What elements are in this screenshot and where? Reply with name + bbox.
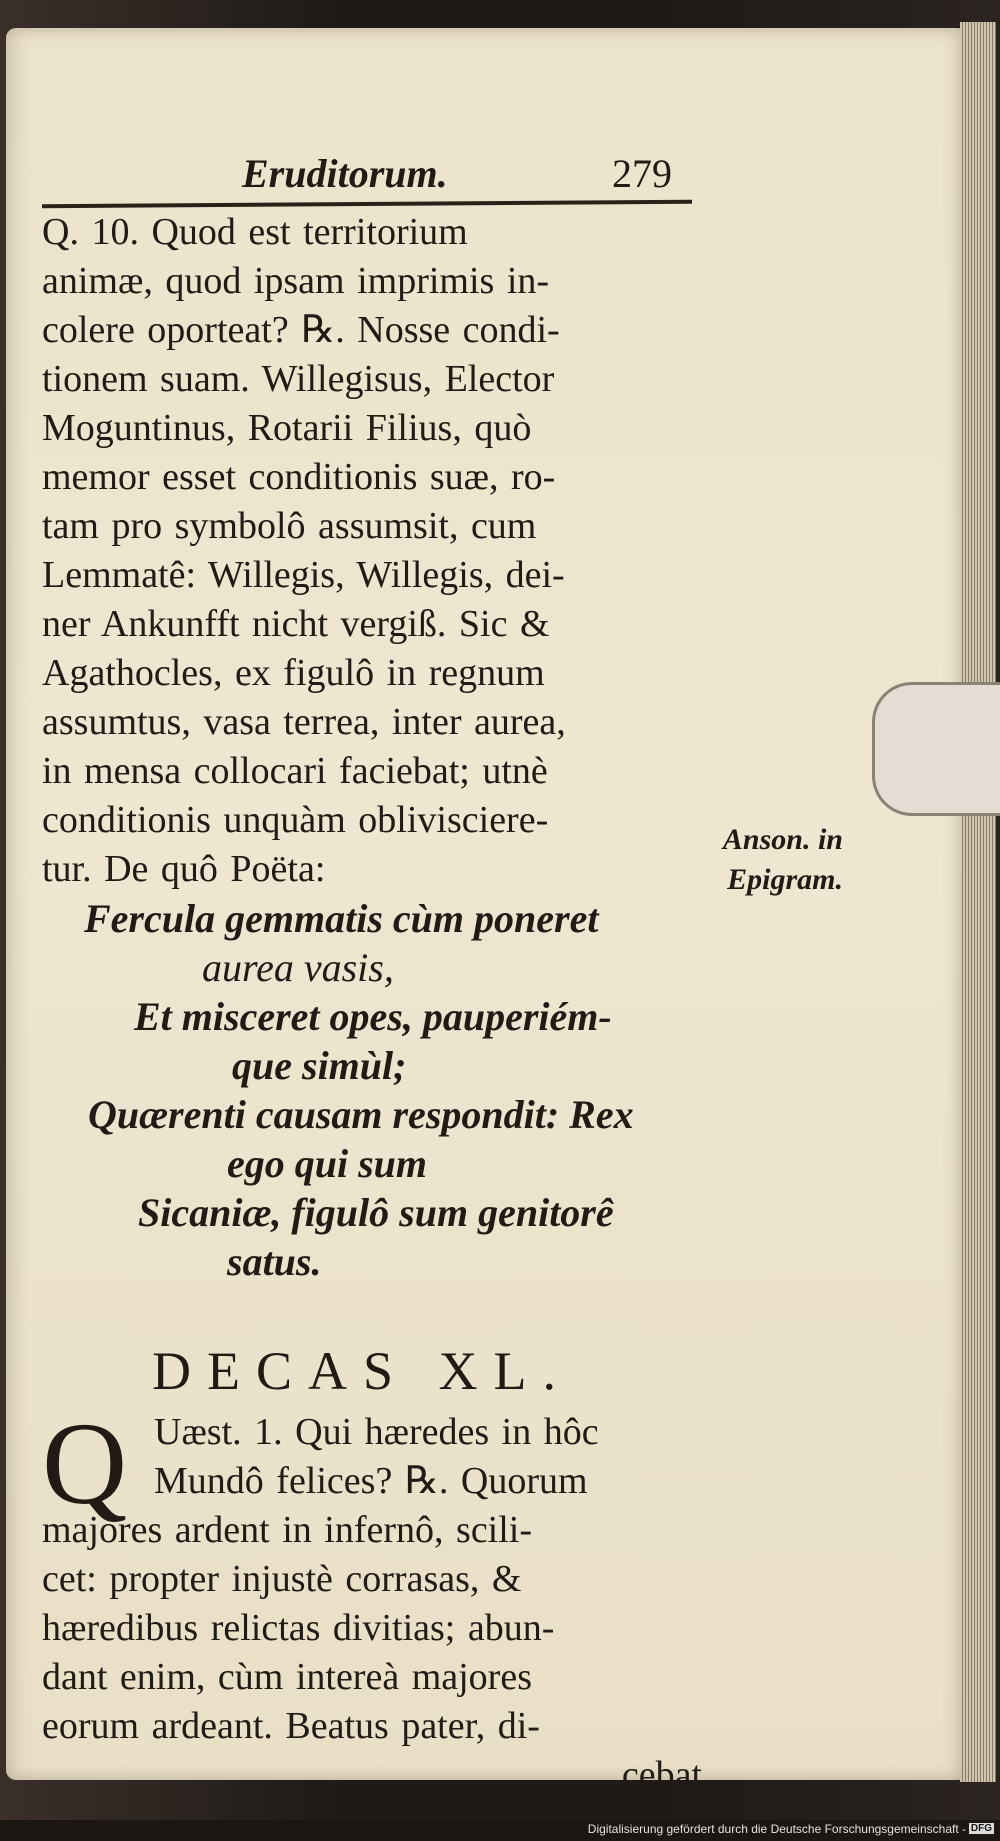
text-line: hæredibus relictas divitias; abun-: [42, 1607, 555, 1649]
text-line: dant enim, cùm intereà majores: [42, 1656, 532, 1698]
header-rule: [42, 200, 692, 209]
text-line: conditionis unquàm oblivisciere-: [42, 799, 549, 841]
catchword: cebat: [621, 1754, 702, 1796]
section-heading: DECAS XL.: [152, 1341, 573, 1401]
credit-text: Digitalisierung gefördert durch die Deutsche Forschungsgemeinschaft -: [587, 1822, 966, 1836]
text-line: Q. 10. Quod est territorium: [42, 211, 468, 253]
text-line: assumtus, vasa terrea, inter aurea,: [42, 701, 566, 743]
marginal-note: [693, 820, 843, 900]
text-line: cet: propter injustè corrasas, &: [42, 1558, 522, 1600]
text-line: Mundô felices? ℞. Quorum: [154, 1460, 588, 1502]
verse-line: Quærenti causam respondit: Rex: [88, 1092, 634, 1137]
marginal-note-line: Epigram.: [727, 863, 843, 896]
text-line: Agathocles, ex figulô in regnum: [42, 652, 545, 694]
marginal-note-line: Anson. in: [722, 823, 843, 856]
text-line: majores ardent in infernô, scili-: [42, 1509, 533, 1551]
verse-line: Sicaniæ, figulô sum genitorê: [138, 1190, 614, 1235]
page-tab-marker: [872, 682, 1000, 816]
page-number: 279: [612, 151, 672, 196]
running-head: Eruditorum.: [242, 151, 448, 196]
text-line: in mensa collocari faciebat; utnè: [42, 750, 548, 792]
section-paragraph: [42, 1398, 702, 1800]
verse-line: aurea vasis,: [202, 945, 394, 990]
page-header: [42, 150, 702, 208]
text-line: tur. De quô Poëta:: [42, 848, 326, 890]
text-line: Moguntinus, Rotarii Filius, quò: [42, 407, 532, 449]
drop-cap: Q: [42, 1398, 128, 1529]
verse-line: Et misceret opes, pauperiém-: [134, 994, 612, 1039]
text-line: eorum ardeant. Beatus pater, di-: [42, 1705, 540, 1747]
dfg-logo: DFG: [970, 1823, 992, 1834]
text-line: Lemmatê: Willegis, Willegis, dei-: [42, 554, 565, 596]
text-line: animæ, quod ipsam imprimis in-: [42, 260, 550, 302]
text-line: tionem suam. Willegisus, Elector: [42, 358, 555, 400]
text-line: tam pro symbolô assumsit, cum: [42, 505, 537, 547]
text-line: ner Ankunfft nicht vergiß. Sic &: [42, 603, 550, 645]
text-line: colere oporteat? ℞. Nosse condi-: [42, 309, 560, 351]
text-line: Uæst. 1. Qui hæredes in hôc: [154, 1411, 599, 1453]
text-line: memor esset conditionis suæ, ro-: [42, 456, 556, 498]
body-paragraph: [42, 208, 702, 894]
verse-line: Fercula gemmatis cùm poneret: [84, 896, 599, 941]
digitization-credit: [0, 1820, 1000, 1841]
verse-line: que simùl;: [232, 1043, 407, 1088]
page-edges: [960, 22, 996, 1782]
verse-line: satus.: [227, 1239, 322, 1284]
page-text: [42, 150, 702, 1800]
verse-quotation: [42, 894, 702, 1286]
verse-line: ego qui sum: [227, 1141, 428, 1186]
